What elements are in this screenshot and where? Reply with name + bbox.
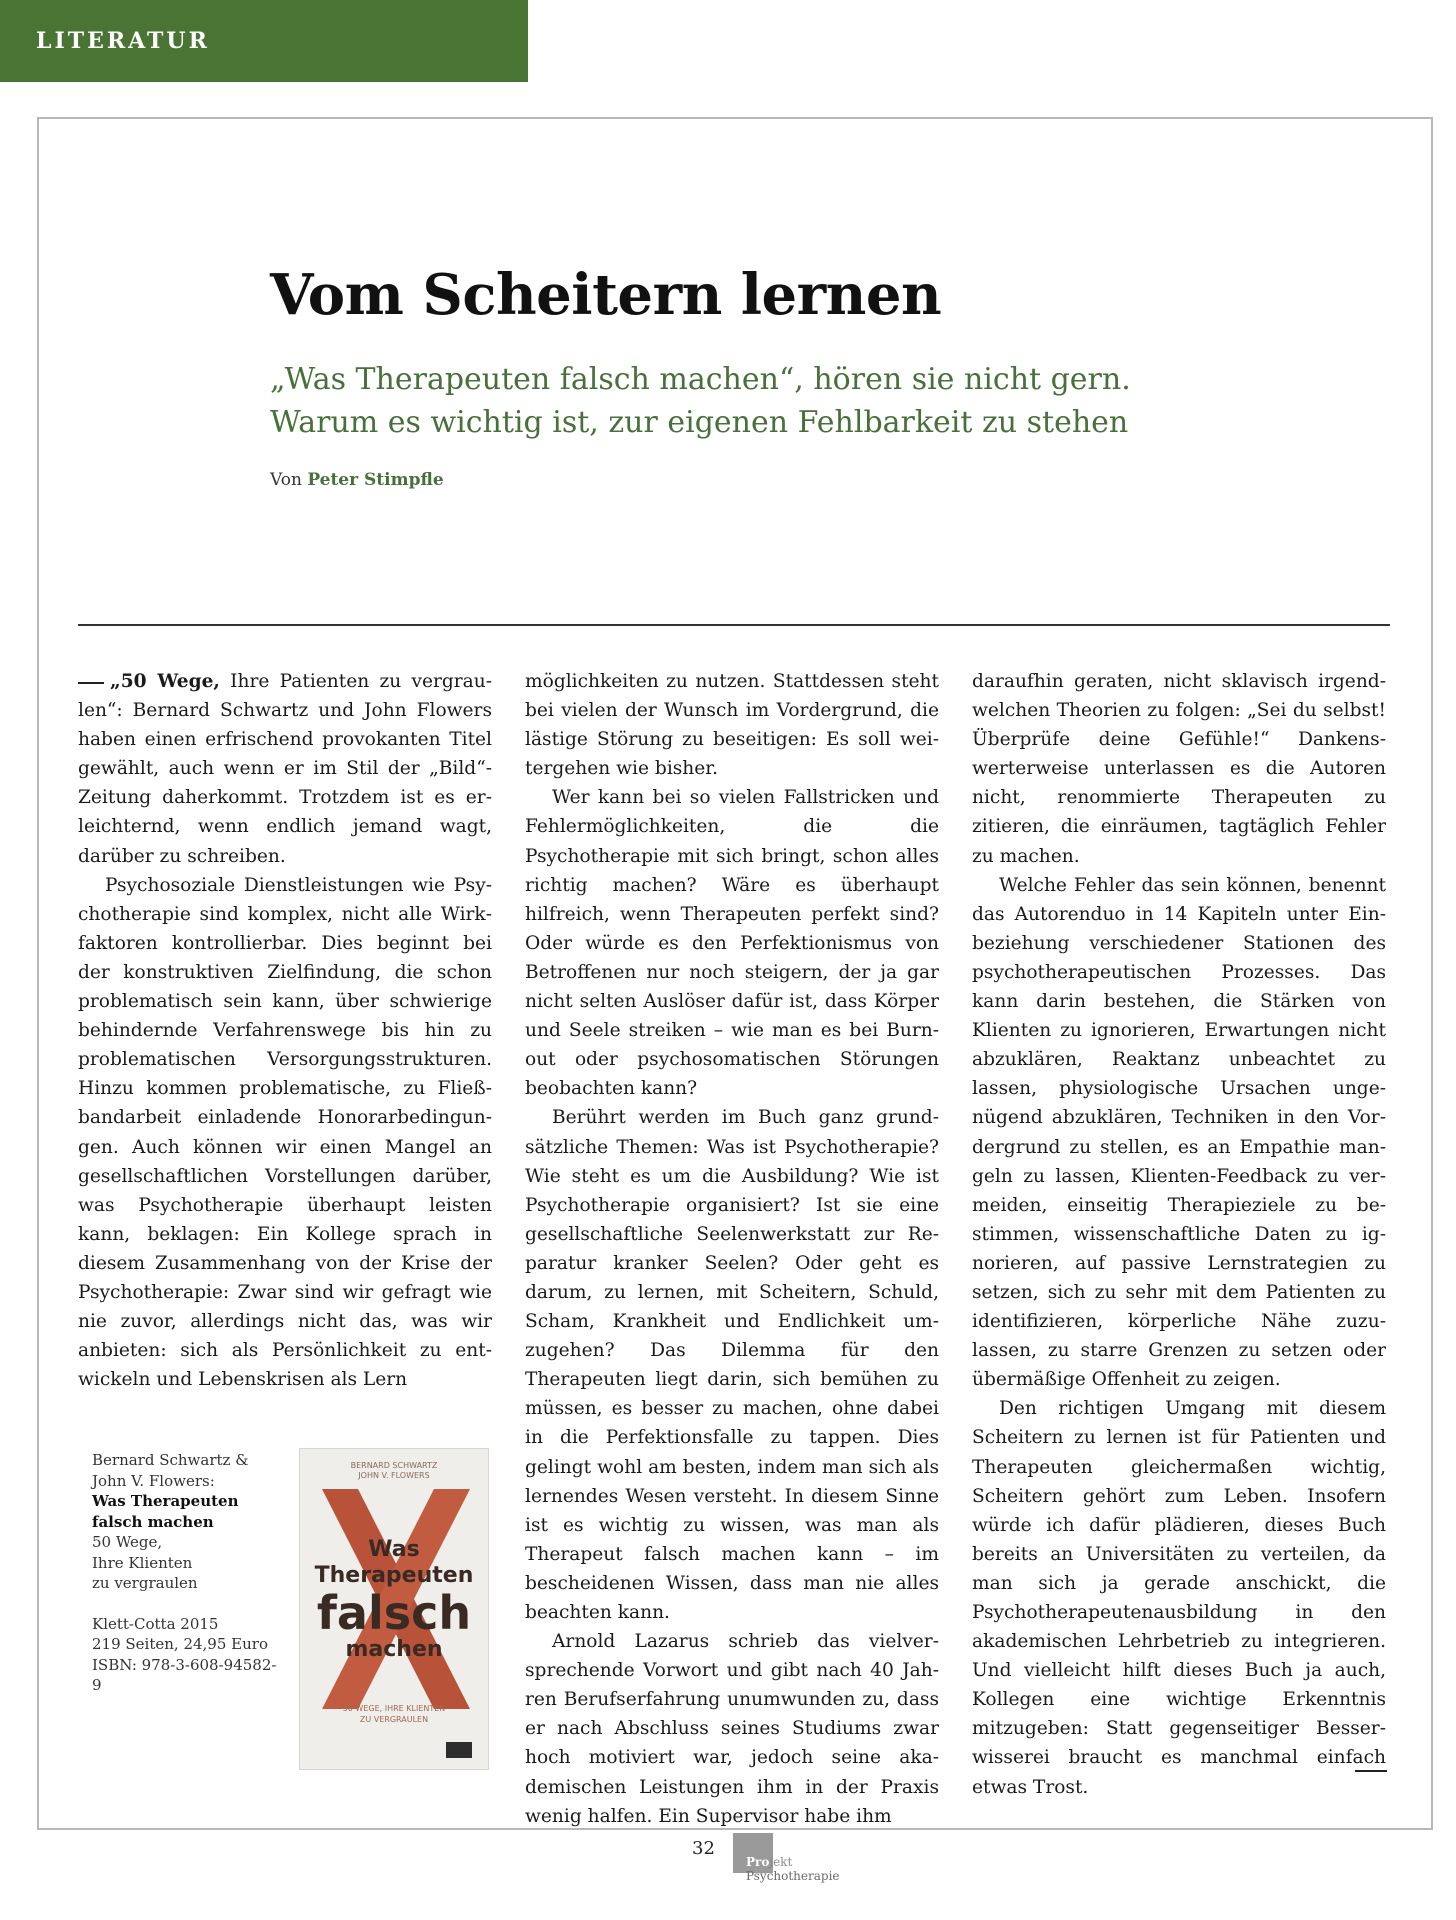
book-authors: Bernard Schwartz & <box>92 1451 249 1469</box>
byline-prefix: Von <box>270 470 302 490</box>
book-info <box>92 1450 282 1696</box>
body-column-3 <box>972 667 1386 1802</box>
book-title: Was Therapeuten <box>92 1492 239 1510</box>
paragraph: Berührt werden im Buch ganz grundsätzliche Themen: Was ist Psychotherapie? Wie steht es um die Ausbildung? Wie ist Psychotherapie organisiert? Ist sie eine gesellschaftliche Seelenwerkstatt zur Reparatur kranker Seelen? Oder geht es darum, zu lernen, mit Scheitern, Schuld, Scham, Krankheit und Endlichkeit umzugehen? Das Dilemma für den Therapeuten liegt darin, sich bemühen zu müssen, es besser zu machen, ohne dabei in die Perfektionsfalle zu tappen. Dies gelingt wohl am besten, indem man sich als lernendes Wesen versteht. In diesem Sinne ist es wichtig zu wissen, was man als Therapeut falsch machen kann – im bescheidenen Wissen, dass man nie alles beachten kann. <box>525 1107 939 1623</box>
cover-title: Was Therapeuten falsch machen <box>314 1537 474 1662</box>
cover-tagline: 50 WEGE, IHRE KLIENTEN ZU VERGRAULEN <box>342 1704 446 1724</box>
article-title: Vom Scheitern lernen <box>270 262 942 328</box>
book-subtitle: Ihre Klienten <box>92 1553 193 1572</box>
publisher-logo-icon <box>446 1742 472 1758</box>
brand-name-line2: Psychotherapie <box>746 1869 840 1883</box>
cover-authors: BERNARD SCHWARTZ JOHN V. FLOWERS <box>350 1461 438 1480</box>
book-cover-image <box>300 1449 488 1769</box>
section-label: LITERATUR <box>36 28 210 54</box>
paragraph: Wer kann bei so vielen Fallstricken und Fehlermöglichkeiten, die die Psychotherapie mit sich bringt, schon alles richtig machen? Wäre es überhaupt hilfreich, wenn Therapeuten perfekt sind? Oder würde es den Perfektionismus von Betroffenen nur noch steigern, der ja gar nicht selten Auslöser dafür ist, dass Körper und Seele streiken – wie man es bei Burn-out oder psychosomatischen Störungen beobachten kann? <box>525 787 939 1100</box>
brand-name: Projekt <box>746 1855 793 1869</box>
paragraph: Psychosoziale Dienstleistungen wie Psychotherapie sind komplex, nicht alle Wirkfaktoren kontrollierbar. Dies beginnt bei der konstruktiven Zielfindung, die schon problematisch sein kann, über schwierige behindernde Verfahrenswege bis hin zu problematischen Versorgungsstrukturen. Hinzu kommen problematische, zu Fließbandarbeit einladende Honorarbedingungen. Auch können wir einen Mangel an gesellschaftlichen Vorstellungen darüber, was Psychotherapie überhaupt leisten kann, beklagen: Ein Kollege sprach in diesem Zusammenhang von der Krise der Psychotherapie: Zwar sind wir gefragt wie nie zuvor, allerdings nicht das, was wir anbieten: sich als Persönlichkeit zu entwickeln und Lebenskrisen als Lern <box>78 874 492 1391</box>
article-subtitle: „Was Therapeuten falsch machen“, hören sie nicht gern. Warum es wichtig ist, zur eigenen Fehlbarkeit zu stehen <box>270 362 1131 440</box>
paragraph: daraufhin geraten, nicht sklavisch irgendwelchen Theorien zu folgen: „Sei du selbst! Überprüfe deine Gefühle!“ Dankenswerterweise unterlassen es die Autoren nicht, renommierte Therapeuten zu zitieren, die einräumen, tagtäglich Fehler zu machen. <box>972 671 1386 867</box>
book-subtitle: 50 Wege, <box>92 1533 163 1551</box>
end-mark <box>1355 1770 1387 1772</box>
book-title: falsch machen <box>92 1512 214 1531</box>
paragraph: möglichkeiten zu nutzen. Stattdessen steht bei vielen der Wunsch im Vordergrund, die lästige Störung zu beseitigen: Es soll weitergehen wie bisher. <box>525 671 939 780</box>
book-publisher: Klett-Cotta 2015 <box>92 1614 219 1633</box>
book-authors: John V. Flowers: <box>92 1471 215 1490</box>
paragraph: Arnold Lazarus schrieb das vielversprechende Vorwort und gibt nach 40 Jahren Berufserfahrung unumwunden zu, dass er nach Abschluss seines Studiums zwar hoch motiviert war, jedoch seine akademischen Leistungen ihm in der Praxis wenig halfen. Ein Supervisor habe ihm <box>525 1631 939 1827</box>
section-tab <box>0 0 528 82</box>
body-column-1 <box>78 667 492 1394</box>
paragraph-text: Ihre Patienten zu vergraulen“: Bernard Schwartz und John Flowers haben einen erfrischend provokanten Titel gewählt, auch wenn er im Stil der „Bild“-Zeitung daherkommt. Trotzdem ist es erleichternd, wenn endlich jemand wagt, darüber zu schreiben. <box>78 671 493 867</box>
author-name: Peter Stimpfle <box>307 470 444 490</box>
page-number: 32 <box>692 1838 715 1859</box>
book-pages-price: 219 Seiten, 24,95 Euro <box>92 1635 268 1653</box>
book-isbn: ISBN: 978-3-608-94582-9 <box>92 1655 277 1694</box>
paragraph <box>78 667 492 871</box>
body-column-2 <box>525 667 939 1831</box>
lead-in: „50 Wege, <box>110 671 220 692</box>
paragraph: Den richtigen Umgang mit diesem Scheitern zu lernen ist für Patienten und Therapeuten gleichermaßen wichtig, Scheitern gehört zum Leben. Insofern würde ich dafür plädieren, dieses Buch bereits an Universitäten zu verteilen, da man sich ja gerade anschickt, die Psychotherapeutenausbildung in den akademischen Lehrbetrieb zu integrieren. Und vielleicht hilft dieses Buch ja auch, Kollegen eine wichtige Erkenntnis mitzugeben: Statt gegenseitiger Besserwisserei braucht es manchmal einfach etwas Trost. <box>972 1398 1386 1798</box>
lead-dash <box>78 682 104 684</box>
byline <box>270 470 444 490</box>
paragraph: Welche Fehler das sein können, benennt das Autorenduo in 14 Kapiteln unter Einbeziehung verschiedener Stationen des psychotherapeutischen Prozesses. Das kann darin bestehen, die Stärken von Klienten zu ignorieren, Erwartungen nicht abzuklären, Reaktanz unbeachtet zu lassen, physiologische Ursachen ungenügend abzuklären, Techniken in den Vordergrund zu stellen, es an Empathie mangeln zu lassen, Klienten-Feedback zu vermeiden, einseitig Therapieziele zu bestimmen, wissenschaftliche Daten zu ignorieren, auf passive Lernstrategien zu setzen, sich zu sehr mit dem Patienten zu identifizieren, körperliche Nähe zuzulassen, zu starre Grenzen zu setzen oder übermäßige Offenheit zu zeigen. <box>972 874 1386 1391</box>
divider <box>78 624 1390 626</box>
book-subtitle: zu vergraulen <box>92 1574 198 1592</box>
